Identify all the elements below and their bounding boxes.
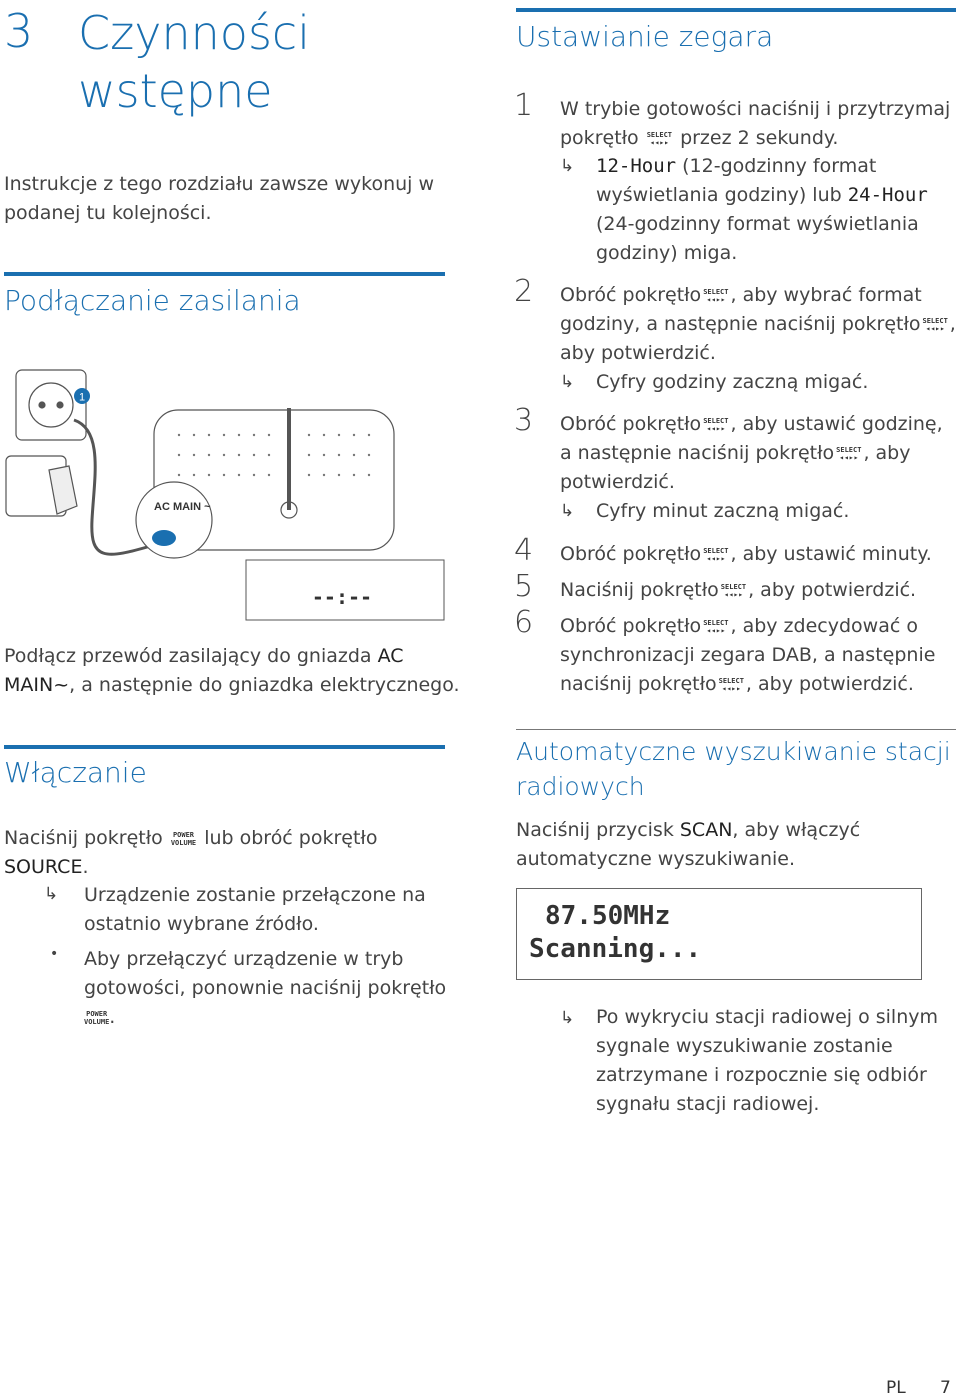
step2-line1 xyxy=(560,281,956,310)
step2-text1: Obróć pokrętło xyxy=(560,284,702,306)
scan-sub xyxy=(596,1003,938,1119)
on-text1: Naciśnij pokrętło xyxy=(4,827,163,849)
callout-number: 1 xyxy=(78,391,86,404)
step4-text1: Obróć pokrętło xyxy=(560,543,702,565)
power-caption xyxy=(4,642,460,700)
on-bullet-line3 xyxy=(84,1003,446,1032)
speaker-grille xyxy=(178,434,370,476)
step3-text2: , aby ustawić godzinę, xyxy=(730,413,943,435)
section-rule xyxy=(516,729,956,730)
wall-socket-icon xyxy=(6,370,86,516)
step1-sub xyxy=(596,152,928,268)
step-6 xyxy=(560,612,935,699)
section-rule xyxy=(4,745,445,749)
scan-heading-line2: radiowych xyxy=(516,772,645,801)
step3-text1: Obróć pokrętło xyxy=(560,413,702,435)
result-arrow-icon: ↳ xyxy=(560,1008,575,1028)
step-number: 3 xyxy=(514,403,534,438)
section-heading-power: Podłączanie zasilania xyxy=(4,284,301,317)
step-number: 2 xyxy=(514,274,534,309)
source-label: SOURCE xyxy=(4,856,83,878)
select-knob-icon: SELECT ◂◂▸▸ xyxy=(703,618,729,635)
scan-heading-line1: Automatyczne wyszukiwanie stacji xyxy=(516,737,951,766)
scan-sub-line2: sygnale wyszukiwanie zostanie xyxy=(596,1035,893,1057)
step3-text3: a następnie naciśnij pokrętło xyxy=(560,442,835,464)
step1-sub-line3: (24-godzinny format wyświetlania xyxy=(596,213,919,235)
intro-line1: Instrukcje z tego rozdziału zawsze wykonuj w xyxy=(4,173,435,195)
caption-main: MAIN~ xyxy=(4,674,70,696)
on-line1 xyxy=(4,824,377,853)
step6-line2: synchronizacji zegara DAB, a następnie xyxy=(560,644,936,666)
select-label: SELECT xyxy=(836,445,862,454)
step1-sub-line1 xyxy=(596,152,928,181)
select-knob-icon: SELECT ◂◂▸▸ xyxy=(703,546,729,563)
power-plug-icon xyxy=(152,530,176,546)
step1-line2 xyxy=(560,124,950,153)
caption-ac: AC xyxy=(377,645,404,667)
bullet-icon: • xyxy=(50,946,59,962)
footer-lang: PL xyxy=(886,1378,906,1398)
caption-text2: , a następnie do gniazdka elektrycznego. xyxy=(69,674,460,696)
section-rule xyxy=(516,8,956,12)
select-label: SELECT xyxy=(703,546,729,555)
step6-text3: naciśnij pokrętło xyxy=(560,673,717,695)
select-label: SELECT xyxy=(922,316,948,325)
intro-line2: podanej tu kolejności. xyxy=(4,202,212,224)
plug-label: AC MAIN ~ xyxy=(154,501,211,513)
step3-line1 xyxy=(560,410,943,439)
caption-text: Podłącz przewód zasilający do gniazda xyxy=(4,645,378,667)
scan-button-label: SCAN xyxy=(679,819,733,841)
step1-sub-text1: (12-godzinny format xyxy=(682,155,877,177)
step2-sub: Cyfry godziny zaczną migać. xyxy=(596,371,869,393)
select-label: SELECT xyxy=(703,416,729,425)
select-label: SELECT xyxy=(718,676,744,685)
step6-line1 xyxy=(560,612,935,641)
chapter-title xyxy=(78,4,310,120)
icon-bottom: VOLUME xyxy=(170,838,197,847)
step-number: 5 xyxy=(514,569,534,604)
chapter-title-line1: Czynności xyxy=(78,6,310,60)
step6-line3 xyxy=(560,670,935,699)
step1-sub-line2 xyxy=(596,181,928,210)
select-knob-icon: SELECT ◂◂▸▸ xyxy=(836,445,862,462)
power-volume-icon xyxy=(171,831,196,847)
select-knob-icon: SELECT ◂◂▸▸ xyxy=(720,582,747,599)
step-number: 4 xyxy=(514,533,534,568)
step3-sub: Cyfry minut zaczną migać. xyxy=(596,500,850,522)
power-caption-line2 xyxy=(4,671,460,700)
icon-bottom: VOLUME xyxy=(84,1017,110,1026)
icon-top: POWER xyxy=(172,830,195,839)
icon-top: POWER xyxy=(86,1009,108,1018)
lcd-clock-text: --:-- xyxy=(311,585,373,609)
page-number: 7 xyxy=(940,1378,951,1398)
scan-line1 xyxy=(516,816,860,845)
scan-text1: Naciśnij przycisk xyxy=(516,819,680,841)
on-sub-line2: ostatnio wybrane źródło. xyxy=(84,913,319,935)
step-number: 6 xyxy=(514,605,534,640)
lcd-scan-display xyxy=(516,888,922,980)
step3-text4: , aby xyxy=(863,442,911,464)
step5-text2: , aby potwierdzić. xyxy=(748,579,917,601)
on-sub xyxy=(84,881,426,939)
step3-line3: potwierdzić. xyxy=(560,471,675,493)
step2-line3: aby potwierdzić. xyxy=(560,342,716,364)
section-heading-clock: Ustawianie zegara xyxy=(516,20,774,53)
result-arrow-icon: ↳ xyxy=(560,156,575,176)
on-line2 xyxy=(4,853,377,882)
power-volume-icon xyxy=(84,1010,109,1026)
select-knob-icon: SELECT ◂◂▸▸ xyxy=(703,287,729,304)
select-knob-icon: SELECT ◂◂▸▸ xyxy=(646,130,673,147)
scan-instructions xyxy=(516,816,860,874)
chapter-number: 3 xyxy=(4,4,34,58)
chapter-title-line2: wstępne xyxy=(78,64,273,118)
on-bullet xyxy=(84,945,446,1032)
power-connection-illustration xyxy=(4,360,446,622)
section-heading-scan xyxy=(516,734,951,804)
step-2 xyxy=(560,281,956,368)
select-label: SELECT xyxy=(720,582,747,591)
select-label: SELECT xyxy=(703,618,729,627)
lcd-frequency: 87.50MHz xyxy=(545,901,671,931)
step2-text3: godziny, a następnie naciśnij pokrętło xyxy=(560,313,921,335)
result-arrow-icon: ↳ xyxy=(560,501,575,521)
step2-text4: , xyxy=(949,313,956,335)
select-label: SELECT xyxy=(703,287,729,296)
power-caption-line1 xyxy=(4,642,460,671)
step6-text4: , aby potwierdzić. xyxy=(745,673,914,695)
step-5 xyxy=(560,576,916,605)
result-arrow-icon: ↳ xyxy=(560,372,575,392)
step2-text2: , aby wybrać format xyxy=(730,284,922,306)
scan-line2: automatyczne wyszukiwanie. xyxy=(516,848,796,870)
scan-text2: , aby włączyć xyxy=(732,819,861,841)
select-knob-icon: SELECT ◂◂▸▸ xyxy=(703,416,729,433)
lcd-scanning: Scanning... xyxy=(529,934,702,964)
on-text3: . xyxy=(82,856,89,878)
on-bullet-period: . xyxy=(109,1006,116,1028)
scan-sub-line4: sygnału stacji radiowej. xyxy=(596,1093,820,1115)
on-instructions xyxy=(4,824,377,882)
step1-sub-text2: wyświetlania godziny) lub xyxy=(596,184,842,206)
select-knob-icon: SELECT ◂◂▸▸ xyxy=(718,676,744,693)
step5-text1: Naciśnij pokrętło xyxy=(560,579,719,601)
step3-line2 xyxy=(560,439,943,468)
step-number: 1 xyxy=(514,88,534,123)
step-1 xyxy=(560,95,950,153)
on-sub-line1: Urządzenie zostanie przełączone na xyxy=(84,884,426,906)
on-bullet-line1: Aby przełączyć urządzenie w tryb xyxy=(84,948,404,970)
scan-sub-line1: Po wykryciu stacji radiowej o silnym xyxy=(596,1006,939,1028)
lcd-24hour: 24-Hour xyxy=(847,184,928,206)
step6-text1: Obróć pokrętło xyxy=(560,615,702,637)
step1-text: pokrętło xyxy=(560,127,639,149)
step1-text2: przez 2 sekundy. xyxy=(680,127,839,149)
step2-line2 xyxy=(560,310,956,339)
lcd-12hour: 12-Hour xyxy=(596,155,677,177)
section-heading-on: Włączanie xyxy=(4,756,147,789)
step-3 xyxy=(560,410,943,497)
ac-socket-zoom xyxy=(136,482,212,558)
select-label: SELECT xyxy=(646,130,673,139)
on-bullet-line2: gotowości, ponownie naciśnij pokrętło xyxy=(84,977,447,999)
step-4 xyxy=(560,540,932,569)
step1-sub-line4: godziny) miga. xyxy=(596,242,738,264)
intro-text xyxy=(4,170,434,228)
step6-text2: , aby zdecydować o xyxy=(730,615,918,637)
scan-sub-line3: zatrzymane i rozpocznie się odbiór xyxy=(596,1064,927,1086)
step4-text2: , aby ustawić minuty. xyxy=(730,543,932,565)
step1-line1: W trybie gotowości naciśnij i przytrzymaj xyxy=(560,98,951,120)
section-rule xyxy=(4,272,445,276)
select-knob-icon: SELECT ◂◂▸▸ xyxy=(922,316,948,333)
on-text2: lub obróć pokrętło xyxy=(204,827,378,849)
result-arrow-icon: ↳ xyxy=(44,884,59,904)
